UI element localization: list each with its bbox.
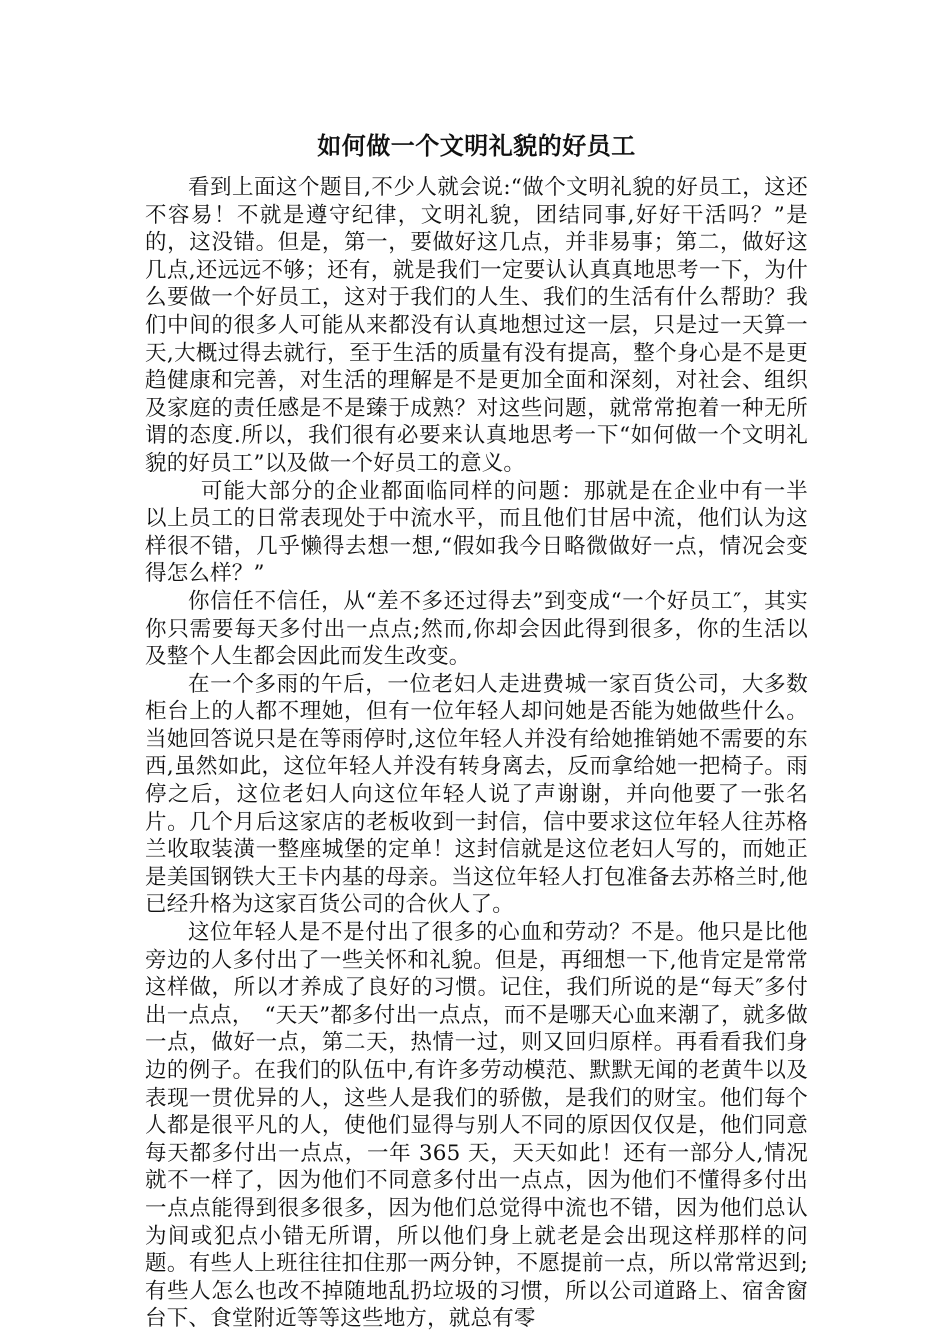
paragraph: 这位年轻人是不是付出了很多的心血和劳动？不是。他只是比他旁边的人多付出了一些关怀和礼貌。但是，再细想一下,他肯定是常常这样做，所以才养成了良好的习惯。记住，我们所说的是“每天″多付出一点点， “天天”都多付出一点点，而不是哪天心血来潮了，就多做一点，做好一点，第二天，热情一过，则又回归原样。再看看我们身边的例子。在我们的队伍中,有许多劳动模范、默默无闻的老黄牛以及表现一贯优异的人，这些人是我们的骄傲，是我们的财宝。他们每个人都是很平凡的人，使他们显得与别人不同的原因仅仅是，他们同意每天都多付出一点点，一年 365 天，天天如此！还有一部分人,情况就不一样了，因为他们不同意多付出一点点，因为他们不懂得多付出一点点能得到很多很多，因为他们总觉得中流也不错，因为他们总认为间或犯点小错无所谓，所以他们身上就老是会出现这样那样的问题。有些人上班往往扣住那一两分钟，不愿提前一点，所以常常迟到;有些人怎么也改不掉随地乱扔垃圾的习惯，所以公司道路上、宿舍窗台下、食堂附近等等这些地方，就总有零 <box>145 920 808 1332</box>
paragraph: 可能大部分的企业都面临同样的问题：那就是在企业中有一半以上员工的日常表现处于中流水平，而且他们甘居中流，他们认为这样很不错，几乎懒得去想一想,“假如我今日略微做好一点，情况会变得怎么样？” <box>145 478 808 587</box>
document-body <box>145 130 808 1333</box>
document-title: 如何做一个文明礼貌的好员工 <box>317 132 636 160</box>
paragraph: 在一个多雨的午后，一位老妇人走进费城一家百货公司，大多数柜台上的人都不理她，但有一位年轻人却问她是否能为她做些什么。当她回答说只是在等雨停时,这位年轻人并没有给她推销她不需要的东西,虽然如此，这位年轻人并没有转身离去，反而拿给她一把椅子。雨停之后，这位老妇人向这位年轻人说了声谢谢，并向他要了一张名片。几个月后这家店的老板收到一封信，信中要求这位年轻人往苏格兰收取装潢一整座城堡的定单！这封信就是这位老妇人写的，而她正是美国钢铁大王卡内基的母亲。当这位年轻人打包准备去苏格兰时,他已经升格为这家百货公司的合伙人了。 <box>145 671 808 918</box>
paragraph: 看到上面这个题目,不少人就会说:“做个文明礼貌的好员工，这还不容易！不就是遵守纪律，文明礼貌，团结同事,好好干活吗？”是的，这没错。但是，第一，要做好这几点，并非易事；第二，做好这几点,还远远不够；还有，就是我们一定要认认真真地思考一下，为什么要做一个好员工，这对于我们的人生、我们的生活有什么帮助？我们中间的很多人可能从来都没有认真地想过这一层，只是过一天算一天,大概过得去就行，至于生活的质量有没有提高，整个身心是不是更趋健康和完善，对生活的理解是不是更加全面和深刻，对社会、组织及家庭的责任感是不是臻于成熟？对这些问题，就常常抱着一种无所谓的态度.所以，我们很有必要来认真地思考一下“如何做一个文明礼貌的好员工”以及做一个好员工的意义。 <box>145 175 808 476</box>
paragraph: 你信任不信任，从“差不多还过得去”到变成“一个好员工″，其实你只需要每天多付出一点点;然而,你却会因此得到很多，你的生活以及整个人生都会因此而发生改变。 <box>145 588 808 670</box>
